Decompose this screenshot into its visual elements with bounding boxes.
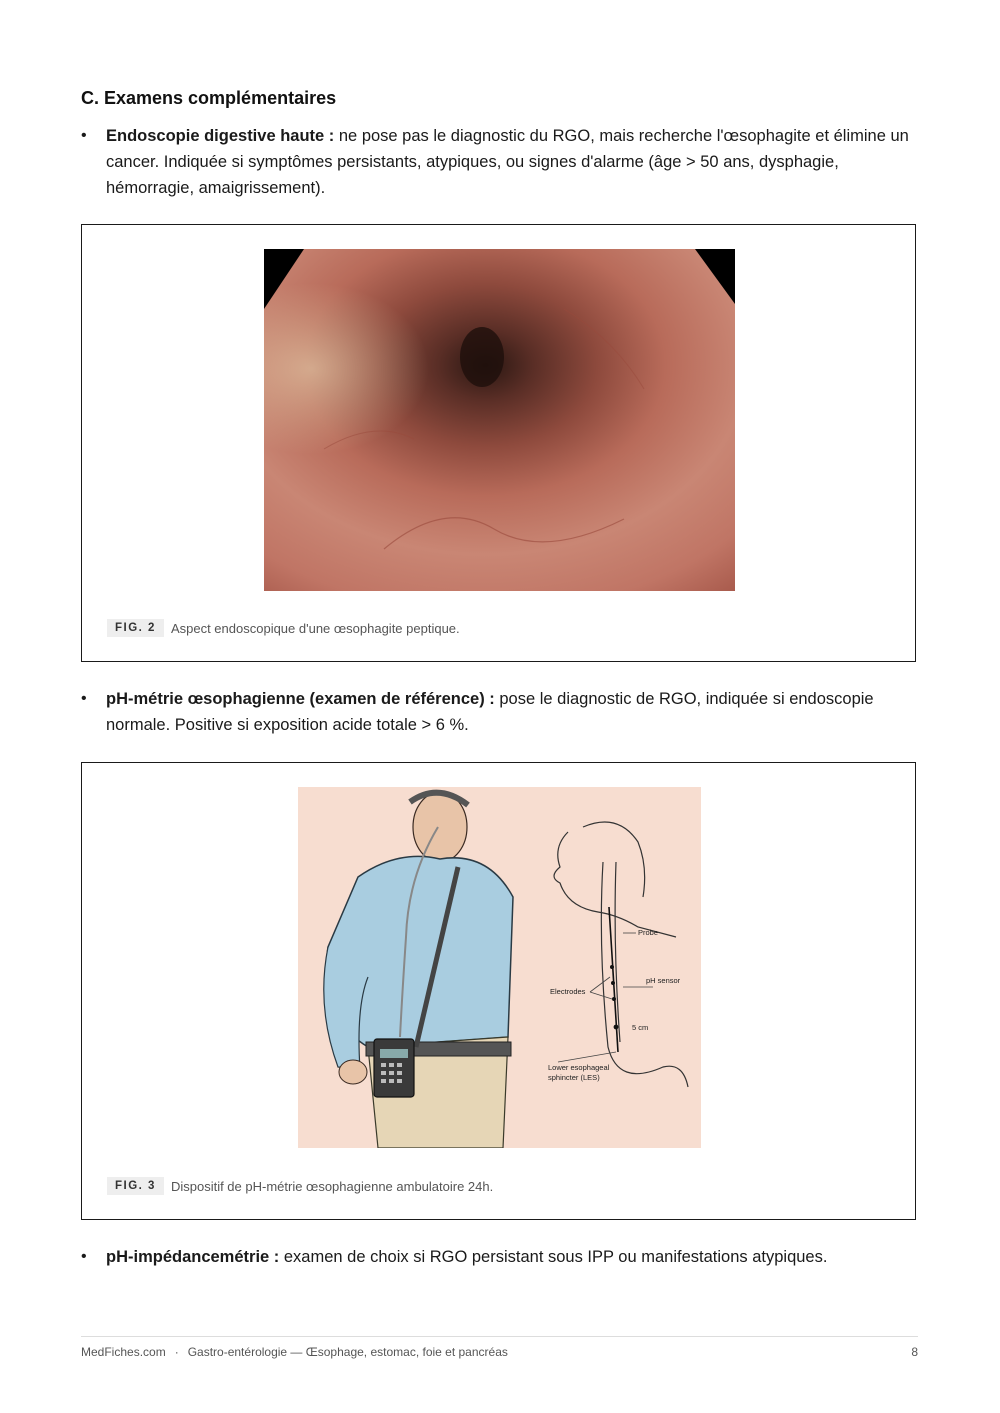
label-les-line1: Lower esophageal [548,1063,610,1072]
footer-left [81,1345,508,1359]
figure-tag: FIG. 2 [107,619,164,637]
bullet-dot: • [81,1248,87,1265]
footer-chapter: Gastro-entérologie — Œsophage, estomac, foie et pancréas [187,1345,508,1359]
label-ph-sensor: pH sensor [646,976,681,985]
footer-site: MedFiches.com [81,1345,166,1359]
label-les-line2: sphincter (LES) [548,1073,600,1082]
section-title: C. Examens complémentaires [81,88,337,108]
footer-divider [81,1336,918,1337]
page-number: 8 [911,1345,918,1359]
figure-tag: FIG. 3 [107,1177,164,1195]
figure-3 [81,762,916,1220]
bullet-term: Endoscopie digestive haute : [106,127,335,145]
label-probe: Probe [638,928,659,937]
figure-2 [81,224,916,662]
bullet-body: ne pose pas le diagnostic du RGO, mais recherche l'œsophagite et élimine un cancer. Indiquée si symptômes persistants, atypiques, ou signes d'alarme (âge > 50 ans, dysphagie, hémorragie, amaigrissement). [106,127,909,197]
figure-caption [107,619,460,637]
label-electrodes: Electrodes [550,987,586,996]
bullet-text [106,1244,921,1270]
bullet-body: examen de choix si RGO persistant sous IPP ou manifestations atypiques. [279,1248,828,1266]
list-item-phmetrie [81,686,921,738]
endoscopy-image [264,249,735,591]
figure-caption [107,1177,493,1195]
bullet-body: pose le diagnostic de RGO, indiquée si endoscopie normale. Positive si exposition acide totale > 6 %. [106,690,874,734]
bullet-text [106,686,921,738]
figure-caption-text: Aspect endoscopique d'une œsophagite peptique. [170,620,460,636]
bullet-term: pH-métrie œsophagienne (examen de référence) : [106,690,495,708]
bullet-text [106,123,921,201]
label-distance: 5 cm [632,1023,649,1032]
footer-separator: · [174,1345,179,1359]
list-item-impedancemetrie [81,1244,921,1270]
list-item-endoscopie [81,123,921,201]
bullet-dot: • [81,127,87,144]
ph-monitoring-illustration [298,787,701,1148]
page-footer [81,1345,918,1359]
figure-caption-text: Dispositif de pH-métrie œsophagienne ambulatoire 24h. [170,1178,494,1194]
bullet-dot: • [81,690,87,707]
bullet-term: pH-impédancemétrie : [106,1248,280,1266]
